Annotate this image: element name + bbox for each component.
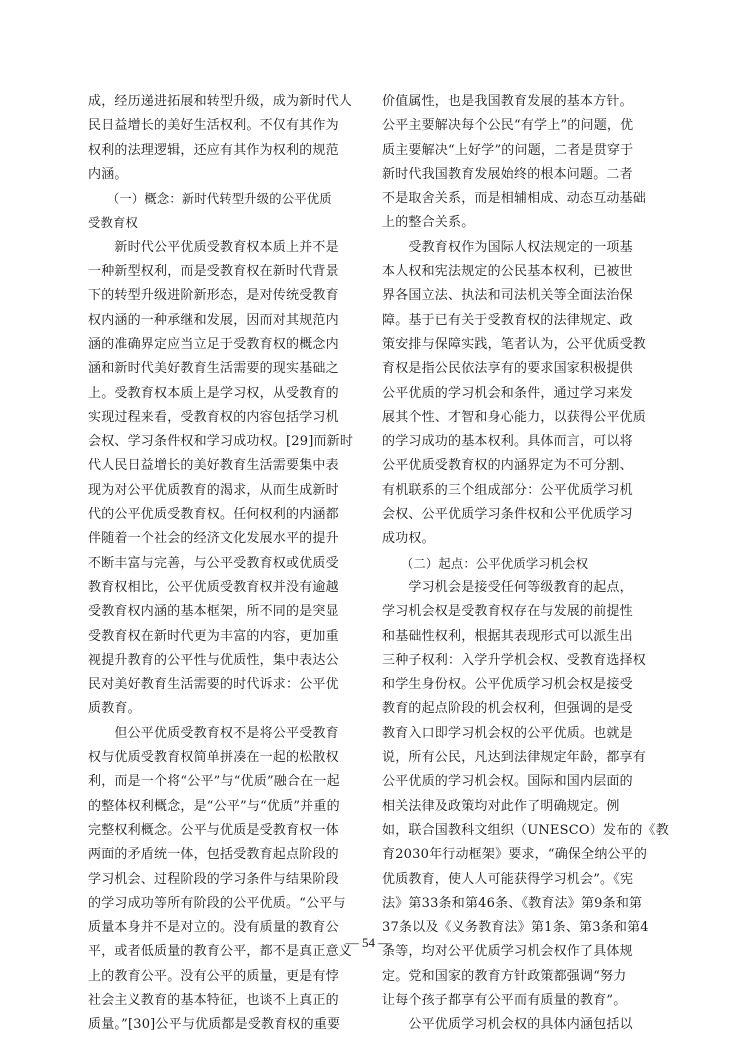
text-line: 展其个性、才智和身心能力，以获得公平优质 [382,409,647,425]
text-line: 教育入口即学习机会权的公平优质。也就是 [382,725,633,741]
text-line: 但公平优质受教育权不是将公平受教育 [88,725,339,741]
text-line: 民对美好教育生活需要的时代诉求：公平优 [88,677,339,693]
text-line: 有机联系的三个组成部分：公平优质学习机 [382,482,633,498]
text-line: 受教育权内涵的基本框架，所不同的是突显 [88,604,339,620]
text-line: 优质教育，使人人可能获得学习机会”。《宪 [382,871,634,887]
text-line: 受教育权在新时代更为丰富的内容，更加重 [88,628,339,644]
text-line: 法》第33条和第46条、《教育法》第9条和第 [382,895,643,911]
text-line: 权内涵的一种承继和发展，因而对其规范内 [88,312,339,328]
text-line: 质量。”[30]公平与优质都是受教育权的重要 [88,1017,341,1033]
text-line: 37条以及《义务教育法》第1条、第3条和第4 [382,920,649,936]
text-line: 代的公平优质受教育权。任何权利的内涵都 [88,507,339,523]
text-line: 新时代公平优质受教育权本质上并不是 [88,239,339,255]
text-line: 下的转型升级进阶新形态，是对传统受教育 [88,288,339,304]
text-line: 障。基于已有关于受教育权的法律规定、政 [382,312,633,328]
text-line: 会权、学习条件权和学习成功权。[29]而新时 [88,434,354,450]
text-line: 受教育权作为国际人权法规定的一项基 [382,239,633,255]
text-line: 策安排与保障实践，笔者认为，公平优质受教 [382,336,647,352]
text-line: 公平优质的学习机会权。国际和国内层面的 [382,774,633,790]
text-line: 质量本身并不是对立的。没有质量的教育公 [88,920,339,936]
text-line: 利，而是一个将“公平”与“优质”融合在一起 [88,774,340,790]
text-line: 成功权。 [382,531,435,547]
text-line: 内涵。 [88,166,128,182]
text-line: 条等，均对公平优质学习机会权作了具体规 [382,944,633,960]
text-line: 质主要解决“上好学”的问题，二者是贯穿于 [382,142,634,158]
text-line: 上的教育公平。没有公平的质量，更是有悖 [88,968,339,984]
text-line: 新时代我国教育发展始终的根本问题。二者 [382,166,633,182]
text-line: 平，或者低质量的教育公平，都不是真正意义 [88,944,353,960]
text-line: 育权是指公民依法享有的要求国家积极提供 [382,361,633,377]
text-line: 会权、公平优质学习条件权和公平优质学习 [382,507,633,523]
left-column [88,90,378,1038]
text-line: 不断丰富与完善，与公平受教育权或优质受 [88,555,339,571]
text-line: 教育的起点阶段的机会权利，但强调的是受 [382,701,633,717]
text-line: 两面的矛盾统一体，包括受教育起点阶段的 [88,847,339,863]
text-line: 说，所有公民，凡达到法律规定年龄，都享有 [382,750,647,766]
text-line: 一种新型权利，而是受教育权在新时代背景 [88,264,339,280]
text-line: 质教育。 [88,701,141,717]
section-heading-line: （一）概念：新时代转型升级的公平优质 [88,192,332,207]
text-line: 本人权和宪法规定的公民基本权利，已被世 [382,264,633,280]
text-line: 育2030年行动框架》要求，“确保全纳公平的 [382,847,648,863]
text-line: 代人民日益增长的美好教育生活需要集中表 [88,458,339,474]
text-line: 社会主义教育的基本特征，也谈不上真正的 [88,992,339,1008]
right-column [382,90,672,1038]
text-line: 上的整合关系。 [382,215,475,231]
text-line: 涵的准确界定应当立足于受教育权的概念内 [88,336,339,352]
section-heading-line: 受教育权 [88,216,138,231]
text-line: 相关法律及政策均对此作了明确规定。例 [382,798,620,814]
text-line: 价值属性，也是我国教育发展的基本方针。 [382,94,633,109]
text-line: 公平主要解决每个公民“有学上”的问题，优 [382,118,634,134]
text-line: 学习机会、过程阶段的学习条件与结果阶段 [88,871,339,887]
text-line: 实现过程来看，受教育权的内容包括学习机 [88,409,339,425]
text-line: 如，联合国教科文组织（UNESCO）发布的《教 [382,822,669,838]
text-line: 三种子权利：入学升学机会权、受教育选择权 [382,652,647,668]
text-line: 上。受教育权本质上是学习权，从受教育的 [88,385,339,401]
text-line: 成，经历递进拓展和转型升级，成为新时代人 [88,94,353,109]
text-line: 界各国立法、执法和司法机关等全面法治保 [382,288,633,304]
text-line: 的整体权利概念，是“公平”与“优质”并重的 [88,798,340,814]
text-line: 公平优质受教育权的内涵界定为不可分割、 [382,458,633,474]
text-line: 完整权利概念。公平与优质是受教育权一体 [88,822,339,838]
text-line: 公平优质学习机会权的具体内涵包括以 [382,1017,633,1033]
text-line: 的学习成功的基本权利。具体而言，可以将 [382,434,633,450]
text-line: 让每个孩子都享有公平而有质量的教育”。 [382,992,627,1008]
text-line: 教育权相比，公平优质受教育权并没有逾越 [88,579,339,595]
text-line: 权与优质受教育权简单拼凑在一起的松散权 [88,750,339,766]
text-line: 学习机会权是受教育权存在与发展的前提性 [382,604,633,620]
text-line: 现为对公平优质教育的渴求，从而生成新时 [88,482,339,498]
page-number: — 54 — [345,935,392,950]
text-line: 和基础性权利，根据其表现形式可以派生出 [382,628,633,644]
section-heading-line: （二）起点：公平优质学习机会权 [382,556,589,571]
text-line: 涵和新时代美好教育生活需要的现实基础之 [88,361,339,377]
text-line: 公平优质的学习机会和条件，通过学习来发 [382,385,633,401]
text-line: 不是取舍关系，而是相辅相成、动态互动基础 [382,191,647,207]
text-line: 视提升教育的公平性与优质性，集中表达公 [88,652,339,668]
text-line: 和学生身份权。公平优质学习机会权是接受 [382,677,633,693]
text-line: 权利的法理逻辑，还应有其作为权利的规范 [88,142,339,158]
text-line: 民日益增长的美好生活权利。不仅有其作为 [88,118,339,134]
text-line: 学习机会是接受任何等级教育的起点， [382,579,633,595]
text-line: 定。党和国家的教育方针政策都强调“努力 [382,968,627,984]
text-line: 的学习成功等所有阶段的公平优质。“公平与 [88,895,346,911]
text-line: 伴随着一个社会的经济文化发展水平的提升 [88,531,339,547]
